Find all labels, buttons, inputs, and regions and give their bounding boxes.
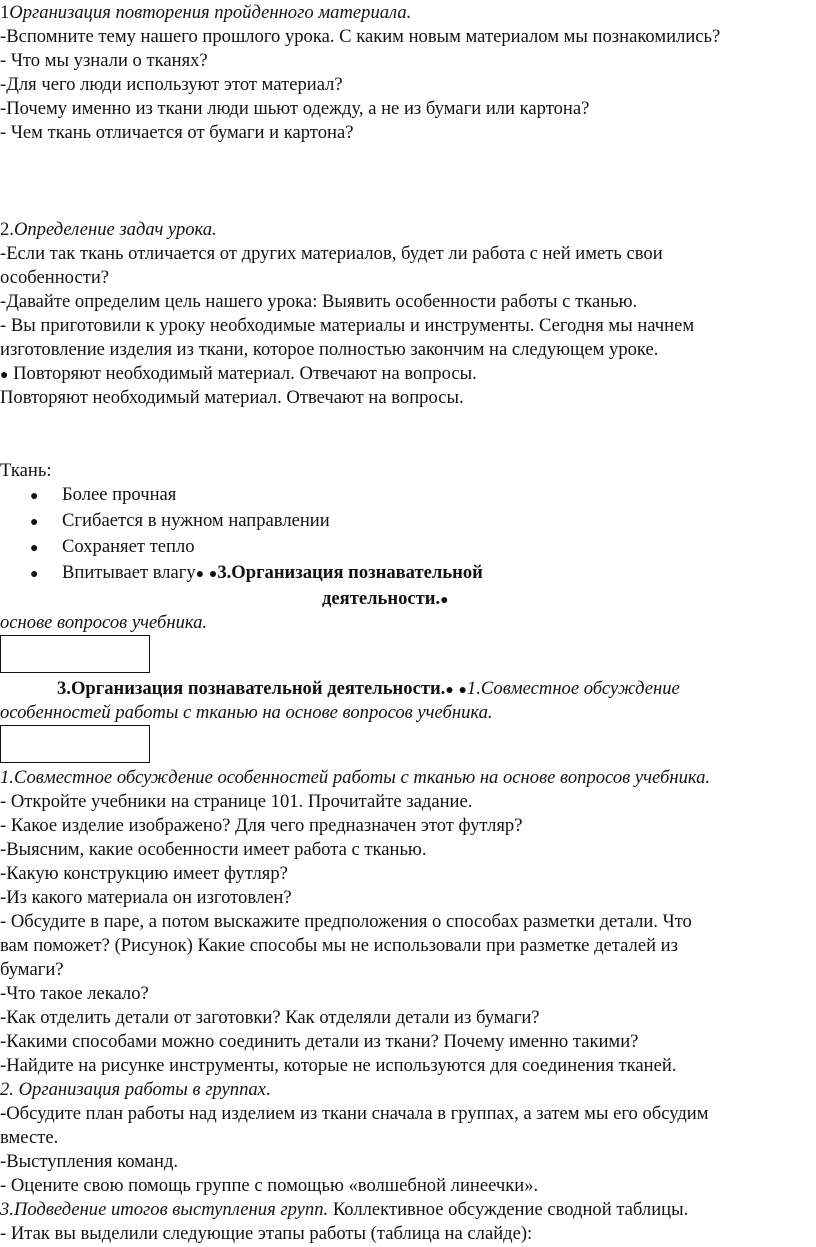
sec3-line: вам поможет? (Рисунок) Какие способы мы не использовали при разметке деталей из xyxy=(0,935,678,956)
group-line: вместе. xyxy=(0,1127,59,1148)
sec1-line: -Вспомните тему нашего прошлого урока. С каким новым материалом мы познакомились? xyxy=(0,26,721,47)
fabric-heading: Ткань: xyxy=(0,460,52,481)
bullet-icon: ● xyxy=(440,593,449,608)
sec3-line: -Выясним, какие особенности имеет работа с тканью. xyxy=(0,839,427,860)
group-line: -Обсудите план работы над изделием из ткани сначала в группах, а затем мы его обсудим xyxy=(0,1103,709,1124)
fabric-item-text: Сохраняет тепло xyxy=(62,536,195,557)
fabric-italic-tail: основе вопросов учебника. xyxy=(0,612,208,633)
sec1-line: -Для чего люди используют этот материал? xyxy=(0,74,343,95)
sec1-number: 1 xyxy=(0,2,10,23)
sec2-bullet-text: Повторяют необходимый материал. Отвечают на вопросы. xyxy=(13,363,477,384)
sec3-line: -Как отделить детали от заготовки? Как отделяли детали из бумаги? xyxy=(0,1007,540,1028)
sec3-line: -Какими способами можно соединить детали из ткани? Почему именно такими? xyxy=(0,1031,639,1052)
fabric-item-text: Сгибается в нужном направлении xyxy=(62,510,330,531)
sec1-line: - Что мы узнали о тканях? xyxy=(0,50,208,71)
fabric-list-item xyxy=(30,483,176,509)
sec1-line: - Чем ткань отличается от бумаги и картона? xyxy=(0,122,354,143)
empty-box xyxy=(0,725,150,763)
bullet-icon: ● xyxy=(445,683,454,698)
fabric-list-item xyxy=(30,535,195,561)
sec2-title: Определение задач урока. xyxy=(13,219,217,240)
sec3-subtitle: 1.Совместное обсуждение xyxy=(466,678,680,699)
sec1-title: Организация повторения пройденного материала. xyxy=(9,2,412,23)
sec2-line: - Вы приготовили к уроку необходимые материалы и инструменты. Сегодня мы начнем xyxy=(0,315,695,336)
sec2-heading xyxy=(0,218,217,242)
sec2-number: 2. xyxy=(0,219,14,240)
bullet-icon: ● xyxy=(30,489,39,504)
sec3-line: -Найдите на рисунке инструменты, которые не используются для соединения тканей. xyxy=(0,1055,677,1076)
sec3-heading xyxy=(57,677,680,703)
sec3-overlap-title-cont xyxy=(322,587,449,613)
sec2-bullet-line xyxy=(0,362,477,388)
sec3-line: - Какое изделие изображено? Для чего предназначен этот футляр? xyxy=(0,815,523,836)
fabric-item-text: Более прочная xyxy=(62,484,177,505)
bullet-icon: ● xyxy=(195,567,205,582)
sec2-repeat-line: Повторяют необходимый материал. Отвечают на вопросы. xyxy=(0,387,464,408)
sec3-title: 3.Организация познавательной деятельности. xyxy=(57,678,446,699)
sec3-overlap-title-end: деятельности. xyxy=(322,588,441,609)
sec2-line: изготовление изделия из ткани, которое полностью закончим на следующем уроке. xyxy=(0,339,659,360)
sec2-line: особенности? xyxy=(0,267,110,288)
sec3-line: -Что такое лекало? xyxy=(0,983,149,1004)
sec2-line: -Давайте определим цель нашего урока: Выявить особенности работы с тканью. xyxy=(0,291,638,312)
sec1-heading xyxy=(0,1,411,25)
summary-rest: Коллективное обсуждение сводной таблицы. xyxy=(328,1199,689,1220)
sec3-subtitle-full: 1.Совместное обсуждение особенностей работы с тканью на основе вопросов учебника. xyxy=(0,767,711,788)
sec3-subtitle-cont: особенностей работы с тканью на основе вопросов учебника. xyxy=(0,702,493,723)
fabric-list-item xyxy=(30,561,483,587)
summary-title: 3.Подведение итогов выступления групп. xyxy=(0,1199,329,1220)
sec3-line: - Откройте учебники на странице 101. Прочитайте задание. xyxy=(0,791,473,812)
group-title: 2. Организация работы в группах xyxy=(0,1079,266,1100)
sec1-line: -Почему именно из ткани люди шьют одежду, а не из бумаги или картона? xyxy=(0,98,590,119)
sec3-line: -Из какого материала он изготовлен? xyxy=(0,887,292,908)
group-line: -Выступления команд. xyxy=(0,1151,179,1172)
bullet-icon: ● xyxy=(0,368,9,383)
final-line: - Итак вы выделили следующие этапы работы (таблица на слайде): xyxy=(0,1223,533,1244)
bullet-icon: ● xyxy=(208,567,218,582)
fabric-item-text: Впитывает влагу xyxy=(62,562,196,583)
bullet-icon: ● xyxy=(30,515,39,530)
summary-line xyxy=(0,1198,688,1222)
sec2-line: -Если так ткань отличается от других материалов, будет ли работа с ней иметь свои xyxy=(0,243,663,264)
sec3-line: бумаги? xyxy=(0,959,64,980)
bullet-icon: ● xyxy=(458,683,467,698)
sec3-line: - Обсудите в паре, а потом выскажите предположения о способах разметки детали. Что xyxy=(0,911,692,932)
group-title-dot: . xyxy=(265,1079,271,1100)
sec3-line: -Какую конструкцию имеет футляр? xyxy=(0,863,288,884)
bullet-icon: ● xyxy=(30,567,39,582)
empty-box xyxy=(0,635,150,673)
group-line: - Оцените свою помощь группе с помощью «волшебной линеечки». xyxy=(0,1175,539,1196)
fabric-list-item xyxy=(30,509,330,535)
bullet-icon: ● xyxy=(30,541,39,556)
group-heading xyxy=(0,1078,271,1102)
sec3-overlap-title: 3.Организация познавательной xyxy=(217,562,483,583)
